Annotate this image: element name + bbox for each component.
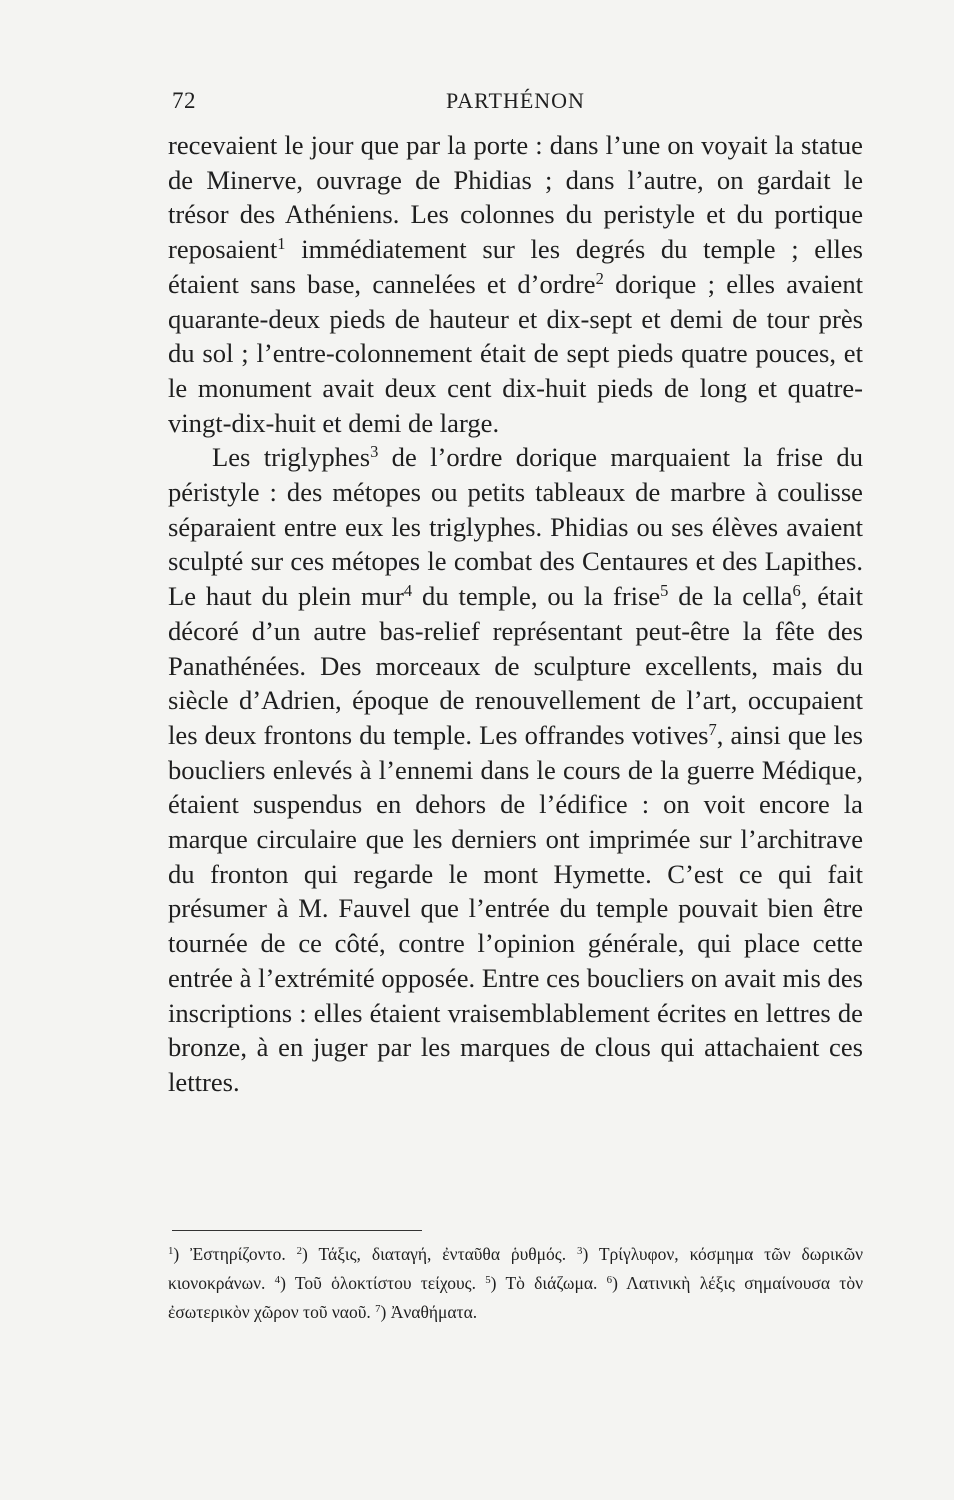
footnotes (168, 1240, 863, 1327)
text-run: , était décoré d’un autre bas-relief représentant peut-être la fête des Panathénées. Des morceaux de sculpture excellents, mais du siècle d’Adrien, époque de renouvellement de l’art, occupaient les deux frontons du temple. Les offrandes votives (168, 581, 863, 750)
footnote-number: 3 (577, 1245, 583, 1258)
footnote-ref: 2 (595, 268, 604, 288)
footnote (275, 1273, 486, 1293)
footnote-text: ) Ἐστηρίζοντο. (173, 1244, 297, 1264)
footnote-text: ) Τρίγλυφον, κόσμημα τῶν δωρικῶν κιονοκράνων. (168, 1244, 864, 1293)
footnote-text: ) Ἀναθήματα. (380, 1302, 478, 1322)
footnote-ref: 5 (660, 581, 669, 601)
footnote (297, 1244, 577, 1264)
paragraph-1 (168, 128, 863, 440)
text-run: de la cella (668, 581, 793, 612)
page-number: 72 (172, 88, 196, 113)
text-run: immédiatement sur les degrés du temple ; elles étaient sans base, cannelées et d’ordre (168, 234, 863, 299)
footnote-number: 5 (485, 1274, 491, 1287)
text-run: , ainsi que les boucliers enlevés à l’ennemi dans le cours de la guerre Médique, étaient suspendus en dehors de l’édifice : on voit encore la marque circulaire que les derniers ont imprimée sur l’architrave du fronton qui regarde le mont Hymette. C’est ce qui fait présumer à M. Fauvel que l’entrée du temple pouvait bien être tournée de ce côté, contre l’opinion générale, qui place cette entrée à l’extrémité opposée. Entre ces boucliers on avait mis des inscriptions : elles étaient vraisemblablement écrites en lettres de bronze, à en juger par les marques de clous qui attachaient ces lettres. (168, 719, 863, 1097)
footnote-divider (172, 1230, 422, 1231)
footnote-text: ) Τάξις, διαταγή, ἐνταῦθα ῥυθμός. (302, 1244, 578, 1264)
page-header (168, 84, 863, 118)
footnote-ref: 4 (403, 581, 413, 601)
footnote-text: ) Τὸ διάζωμα. (490, 1273, 607, 1293)
text-run: de l’ordre dorique marquaient la frise du péristyle : des métopes ou petits tableaux de marbre à coulisse séparaient entre eux les triglyphes. Phidias ou ses élèves avaient sculpté sur ces métopes le combat des Centaures et des Lapithes. Le haut du plein mur (168, 442, 863, 612)
footnote-number: 7 (375, 1303, 381, 1316)
footnote-number: 4 (274, 1274, 281, 1287)
footnote-text: ) Λατινικὴ λέξις σημαίνουσα τὸν ἐσωτερικὸν χῶρον τοῦ ναοῦ. (168, 1273, 863, 1322)
footnote-ref: 7 (708, 719, 717, 739)
text-run: du temple, ou la frise (412, 581, 661, 612)
text-run: recevaient le jour que par la porte : dans l’une on voyait la statue de Minerve, ouvrage de Phidias ; dans l’autre, on gardait le trésor des Athéniens. Les colonnes du peristyle et du portique reposaient (168, 130, 863, 265)
running-title: PARTHÉNON (446, 88, 585, 113)
text-run: dorique ; elles avaient quarante-deux pieds de hauteur et dix-sept et demi de tour près du sol ; l’entre-colonnement était de sept pieds quatre pouces, et le monument avait deux cent dix-huit pieds de long et quatre-vingt-dix-huit et demi de large. (168, 268, 864, 438)
footnote-ref: 3 (370, 442, 379, 462)
footnote-number: 6 (606, 1274, 613, 1287)
footnote (485, 1273, 606, 1293)
footnote-number: 2 (296, 1245, 303, 1258)
footnote-ref: 1 (277, 234, 286, 254)
text-run: Les triglyphes (212, 442, 371, 473)
footnote (168, 1244, 297, 1264)
footnote-number: 1 (168, 1245, 174, 1258)
footnote (375, 1302, 477, 1322)
main-text (168, 128, 863, 1100)
paragraph-2 (168, 440, 863, 1099)
footnote-ref: 6 (792, 581, 801, 601)
footnote-text: ) Τοῦ ὁλοκτίστου τείχους. (280, 1273, 486, 1293)
